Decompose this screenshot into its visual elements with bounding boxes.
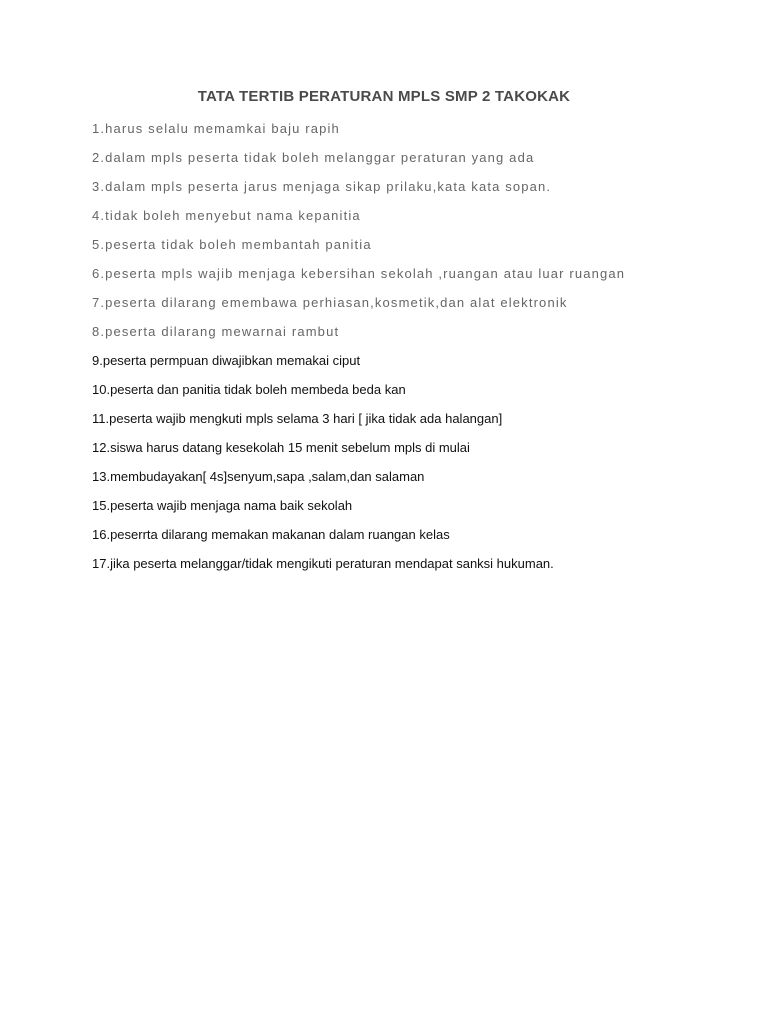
rule-item: 13.membudayakan[ 4s]senyum,sapa ,salam,dan salaman: [92, 469, 425, 484]
rule-item: 8.peserta dilarang mewarnai rambut: [92, 324, 340, 339]
rule-item: 15.peserta wajib menjaga nama baik sekolah: [92, 498, 353, 513]
rule-item: 1.harus selalu memamkai baju rapih: [92, 121, 340, 136]
rule-item: 3.dalam mpls peserta jarus menjaga sikap prilaku,kata kata sopan.: [92, 179, 552, 194]
rule-item: 10.peserta dan panitia tidak boleh membeda beda kan: [92, 382, 406, 397]
rule-item: 9.peserta permpuan diwajibkan memakai ciput: [92, 353, 361, 368]
document-title: TATA TERTIB PERATURAN MPLS SMP 2 TAKOKAK: [197, 88, 571, 105]
rule-item: 12.siswa harus datang kesekolah 15 menit sebelum mpls di mulai: [92, 440, 470, 455]
rule-item: 17.jika peserta melanggar/tidak mengikuti peraturan mendapat sanksi hukuman.: [92, 556, 554, 571]
rule-item: 6.peserta mpls wajib menjaga kebersihan sekolah ,ruangan atau luar ruangan: [92, 266, 626, 281]
rules-list: [92, 118, 752, 582]
rule-item: 4.tidak boleh menyebut nama kepanitia: [92, 208, 361, 223]
rule-item: 7.peserta dilarang emembawa perhiasan,kosmetik,dan alat elektronik: [92, 295, 568, 310]
rule-item: 2.dalam mpls peserta tidak boleh melanggar peraturan yang ada: [92, 150, 535, 165]
rule-item: 11.peserta wajib mengkuti mpls selama 3 hari [ jika tidak ada halangan]: [92, 411, 503, 426]
rule-item: 16.peserrta dilarang memakan makanan dalam ruangan kelas: [92, 527, 450, 542]
rule-item: 5.peserta tidak boleh membantah panitia: [92, 237, 372, 252]
